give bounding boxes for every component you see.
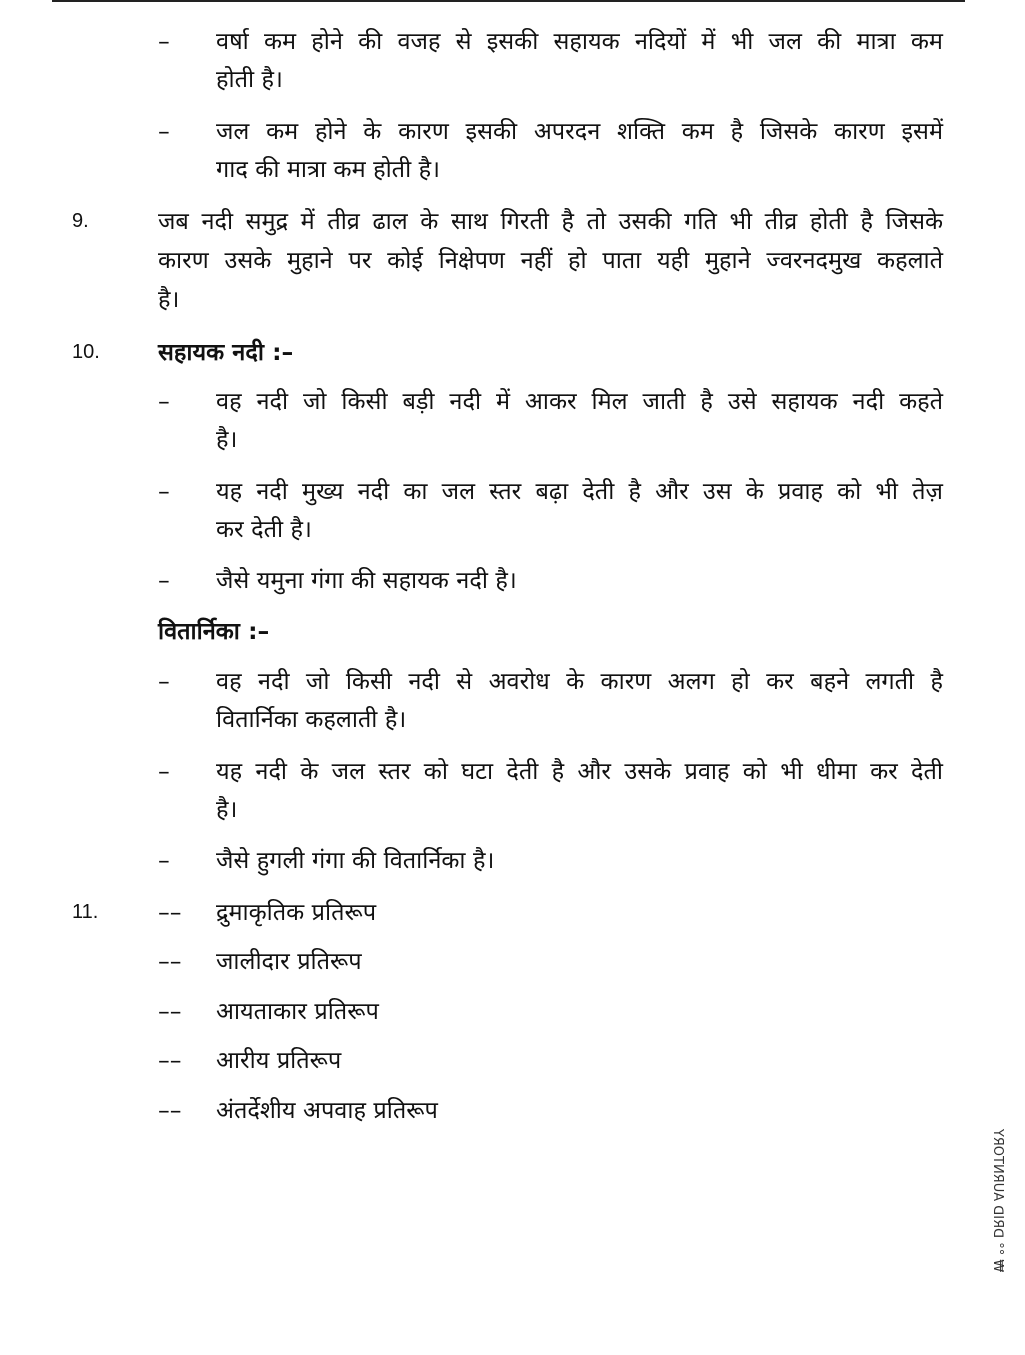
bullet-dash: –	[158, 117, 170, 145]
item-number: 10.	[72, 341, 100, 363]
distributary-bullet2-line2: है।	[216, 795, 238, 823]
bullet-dash: –	[158, 667, 170, 695]
item8-bullet2-line1: जल कम होने के कारण इसकी अपरदन शक्ति कम है जिसके कारण इसमें	[216, 117, 943, 145]
pattern-item: द्रुमाकृतिक प्रतिरूप	[216, 898, 377, 926]
margin-note-text: YЯOTИЯUA ᗡIЯᗡ °° ₩	[990, 1128, 1006, 1272]
distributary-bullet1-line1: वह नदी जो किसी नदी से अवरोध के कारण अलग हो कर बहने लगती है	[216, 667, 943, 695]
pattern-dash: ––	[158, 947, 182, 975]
tributary-bullet2-line1: यह नदी मुख्य नदी का जल स्तर बढ़ा देती है और उस के प्रवाह को भी तेज़	[216, 477, 943, 505]
pattern-item: आरीय प्रतिरूप	[216, 1046, 342, 1074]
pattern-item: आयताकार प्रतिरूप	[216, 997, 379, 1025]
distributary-bullet3-line1: जैसे हुगली गंगा की वितार्निका है।	[216, 846, 495, 874]
pattern-dash: ––	[158, 1096, 182, 1124]
distributary-heading: वितार्निका :–	[158, 617, 270, 645]
pattern-item: अंतर्देशीय अपवाह प्रतिरूप	[216, 1096, 438, 1124]
tributary-heading: सहायक नदी :–	[158, 338, 294, 366]
pattern-dash: ––	[158, 1046, 182, 1074]
distributary-bullet2-line1: यह नदी के जल स्तर को घटा देती है और उसके प्रवाह को भी धीमा कर देती	[216, 757, 943, 785]
distributary-bullet1-line2: वितार्निका कहलाती है।	[216, 705, 407, 733]
pattern-item: जालीदार प्रतिरूप	[216, 947, 362, 975]
bullet-dash: –	[158, 566, 170, 594]
item-number: 9.	[72, 210, 89, 232]
bullet-dash: –	[158, 757, 170, 785]
tributary-bullet2-line2: कर देती है।	[216, 515, 312, 543]
tributary-bullet3-line1: जैसे यमुना गंगा की सहायक नदी है।	[216, 566, 517, 594]
tributary-bullet1-line1: वह नदी जो किसी बड़ी नदी में आकर मिल जाती है उसे सहायक नदी कहते	[216, 387, 943, 415]
item9-line1: जब नदी समुद्र में तीव्र ढाल के साथ गिरती है तो उसकी गति भी तीव्र होती है जिसके	[158, 207, 943, 235]
bullet-dash: –	[158, 477, 170, 505]
pattern-dash: ––	[158, 898, 182, 926]
tributary-bullet1-line2: है।	[216, 425, 238, 453]
item9-line3: है।	[158, 285, 180, 313]
bullet-dash: –	[158, 846, 170, 874]
item8-bullet2-line2: गाद की मात्रा कम होती है।	[216, 155, 441, 183]
item-number: 11.	[72, 901, 99, 923]
top-rule	[52, 0, 965, 2]
bullet-dash: –	[158, 387, 170, 415]
item8-bullet1-line1: वर्षा कम होने की वजह से इसकी सहायक नदियों में भी जल की मात्रा कम	[216, 27, 943, 55]
margin-note	[976, 1100, 1020, 1300]
item9-line2: कारण उसके मुहाने पर कोई निक्षेपण नहीं हो पाता यही मुहाने ज्वरनदमुख कहलाते	[158, 246, 943, 274]
bullet-dash: –	[158, 27, 170, 55]
item8-bullet1-line2: होती है।	[216, 65, 283, 93]
pattern-dash: ––	[158, 997, 182, 1025]
